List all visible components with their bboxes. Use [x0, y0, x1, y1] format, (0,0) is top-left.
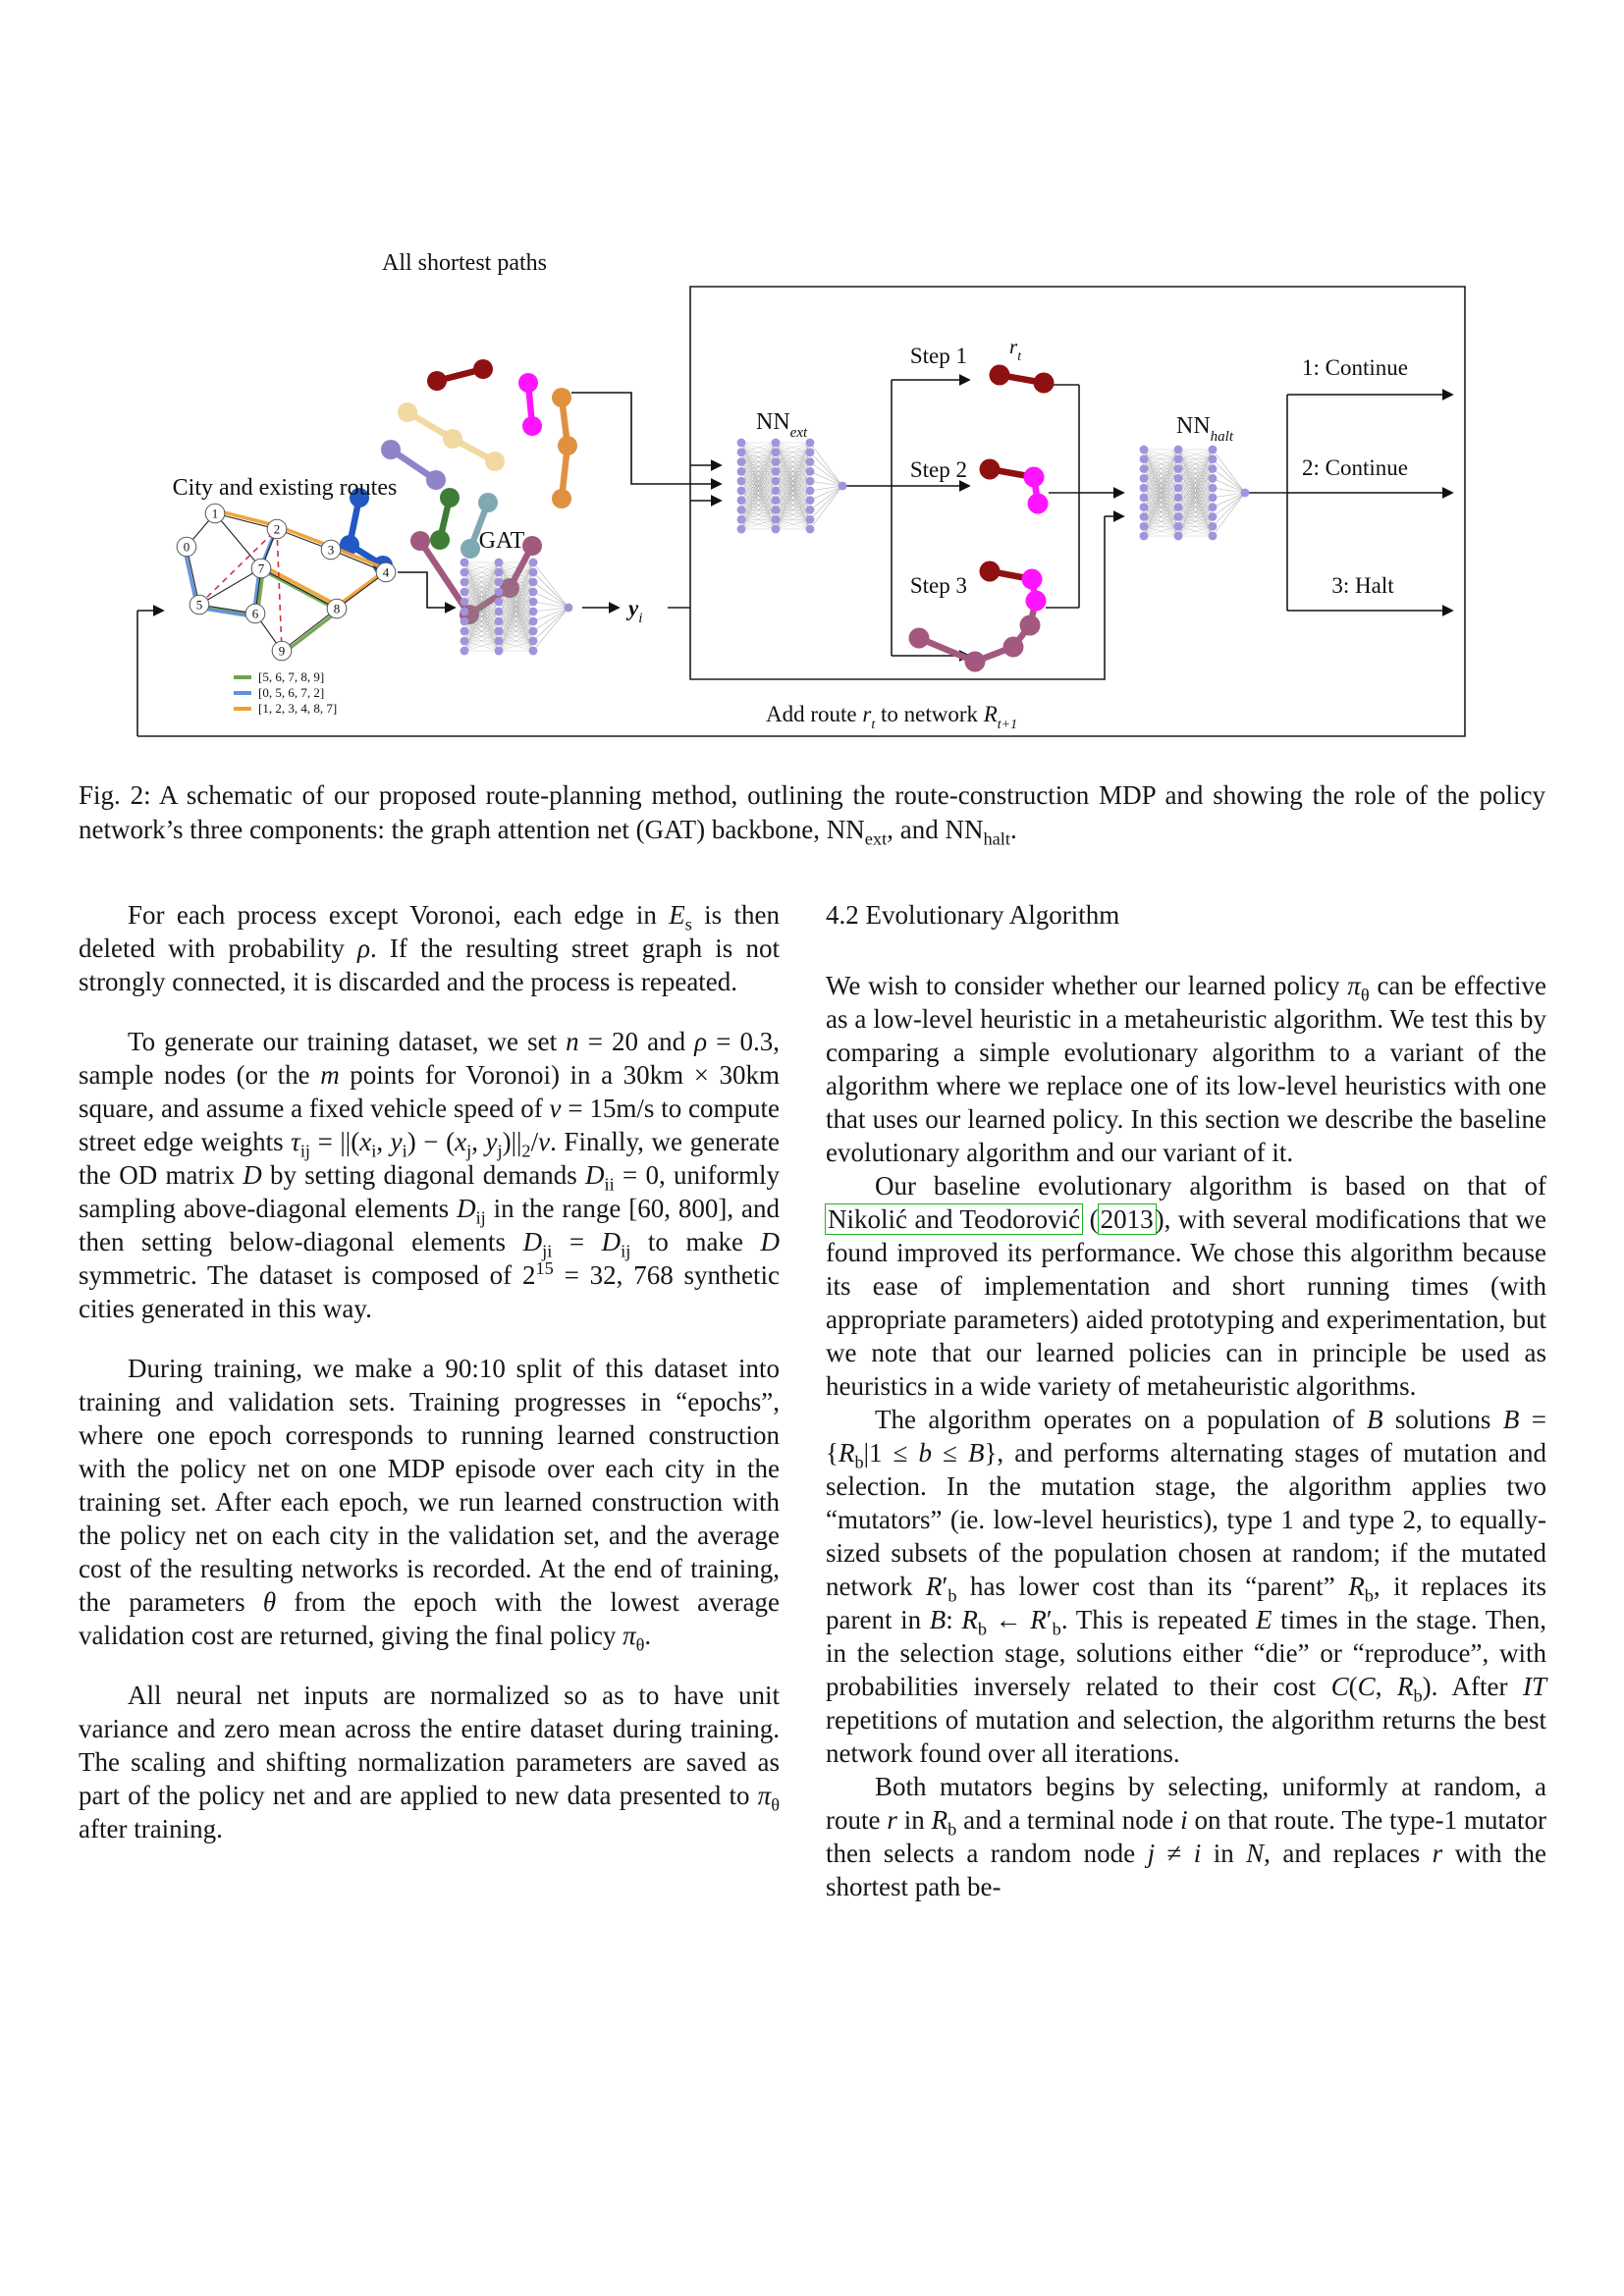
svg-text:1: 1 [211, 506, 219, 521]
step-1-label: Step 1 [909, 344, 967, 368]
route-planning-schematic [79, 226, 1551, 756]
city-graph [177, 504, 396, 661]
figure-caption: Fig. 2: A schematic of our proposed route-planning method, outlining the route-construction MDP and showing the role of the policy network’s three components: the graph attention net (GAT) backbone, $NN_{ext}$, and $NN_{halt}$. [79, 780, 1545, 849]
svg-text:2: 2 [273, 521, 281, 537]
step-3-label: Step 3 [909, 573, 967, 598]
right-column [826, 898, 1546, 1903]
city-routes-label: City and existing routes [172, 475, 398, 501]
figure-2-diagram [79, 226, 1551, 756]
svg-text:6: 6 [251, 606, 259, 621]
legend-route-1: [5, 6, 7, 8, 9] [258, 669, 325, 684]
gat-label: GAT [478, 528, 525, 554]
nn-halt-label: $NN_{halt}$ [1176, 413, 1234, 445]
output-halt-label: 3: Halt [1331, 573, 1394, 598]
paragraph: To generate our training dataset, we set n = 20 and ρ = 0.3, sample nodes (or the m points for Voronoi) in a 30km × 30km square, and assume a fixed vehicle speed of v = 15m/s to compute street edge weights $\tau_{ij} = ||(x_i$, $y_i) - (x_j$, $y_j)||_2/v$. Finally, we generate the OD matrix D by setting diagonal demands $D_{ii} = 0$, uniformly sampling above-diagonal elements $D_{ij}$ in the range [60, 800], and then setting below-diagonal elements $D_{ji} = D_{ij}$ to make D symmetric. The dataset is composed of $2^{15} = 32$, 768 synthetic cities generated in this way. [79, 1027, 781, 1323]
svg-text:4: 4 [382, 564, 390, 580]
svg-text:0: 0 [183, 539, 190, 555]
paragraph: The algorithm operates on a population of B solutions $B = \{R_b|1 \le b \le B\}$, and performs alternating stages of mutation and selection. In the mutation stage, the algorithm applies two “mutators” (ie. low-level heuristics), type 1 and type 2, to equally-sized subsets of the population chosen at random; if the mutated network $R'_b$ has lower cost than its “parent” $R_b$, it replaces its parent in B: $R_b$ ← $R'_b$. This is repeated E times in the stage. Then, in the selection stage, solutions either “die” or “reproduce”, with probabilities inversely related to their cost C(C, $R_b$). After IT repetitions of mutation and selection, the algorithm returns the best network found over all iterations. [826, 1405, 1547, 1768]
nn-halt-network-icon [1140, 446, 1250, 541]
steps-right-bracket [1046, 385, 1079, 608]
legend-route-2: [0, 5, 6, 7, 2] [258, 685, 325, 700]
nn-ext-label: $NN_{ext}$ [756, 409, 808, 441]
paragraph: During training, we make a 90:10 split of this dataset into training and validation sets. Training progresses in “epochs”, where one epoch corresponds to running learned construction with the policy net on one MDP episode over each city in the training set. After each epoch, we run learned construction with the policy net on each city in the validation set, and the average cost of the resulting networks is recorded. At the end of training, the parameters θ from the epoch with the lowest average validation cost are returned, giving the final policy $\pi_\theta$. [79, 1354, 780, 1655]
svg-text:9: 9 [278, 643, 286, 659]
svg-text:8: 8 [333, 601, 341, 616]
step-2-label: Step 2 [909, 457, 967, 482]
svg-text:7: 7 [257, 561, 265, 576]
svg-text:3: 3 [327, 542, 335, 558]
add-route-label: Add route $r_t$ to network $R_{t+1}$ [766, 702, 1018, 732]
route-legend-swatches [234, 677, 251, 709]
left-column [79, 898, 780, 1872]
all-shortest-paths-label: All shortest paths [382, 250, 547, 276]
svg-text:5: 5 [195, 597, 203, 613]
step-route-glyphs [909, 365, 1055, 672]
paragraph: Both mutators begins by selecting, uniformly at random, a route r in $R_b$ and a terminal node i on that route. The type-1 mutator then selects a random node j ≠ i in N, and replaces r with the shortest path be- [826, 1772, 1547, 1901]
arrow-paths-to-nnext [571, 393, 721, 484]
paragraph: We wish to consider whether our learned policy $\pi_\theta$ can be effective as a low-level heuristic in a metaheuristic algorithm. We test this by comparing a simple evolutionary algorithm to a variant of the algorithm where we replace one of its low-level heuristics with one that uses our learned policy. In this section we describe the baseline evolutionary algorithm and our variant of it. [826, 971, 1546, 1167]
output-continue-2-label: 2: Continue [1302, 455, 1408, 480]
legend-route-3: [1, 2, 3, 4, 8, 7] [258, 701, 338, 716]
section-heading: 4.2 Evolutionary Algorithm [826, 900, 1120, 930]
paragraph: Our baseline evolutionary algorithm is based on that of Nikolić and Teodorović (2013), with several modifications that we found improved its performance. We chose this algorithm because its ease of implementation and short running times (with appropriate parameters) aided prototyping and experimentation, but we note that our learned policies can in principle be used as heuristics in a wide variety of metaheuristic algorithms. [826, 1171, 1546, 1401]
paragraph: All neural net inputs are normalized so as to have unit variance and zero mean across the entire dataset during training. The scaling and shifting normalization parameters are saved as part of the policy net and are applied to new data presented to $\pi_\theta$ after training. [79, 1681, 780, 1843]
output-continue-1-label: 1: Continue [1302, 355, 1408, 380]
paragraph: For each process except Voronoi, each edge in $E_s$ is then deleted with probability ρ. If the resulting street graph is not strongly connected, it is discarded and the process is repeated. [79, 900, 780, 996]
yi-label: $y_i$ [628, 596, 643, 626]
rt-label: $r_t$ [1009, 335, 1022, 364]
nn-ext-network-icon [737, 439, 847, 534]
